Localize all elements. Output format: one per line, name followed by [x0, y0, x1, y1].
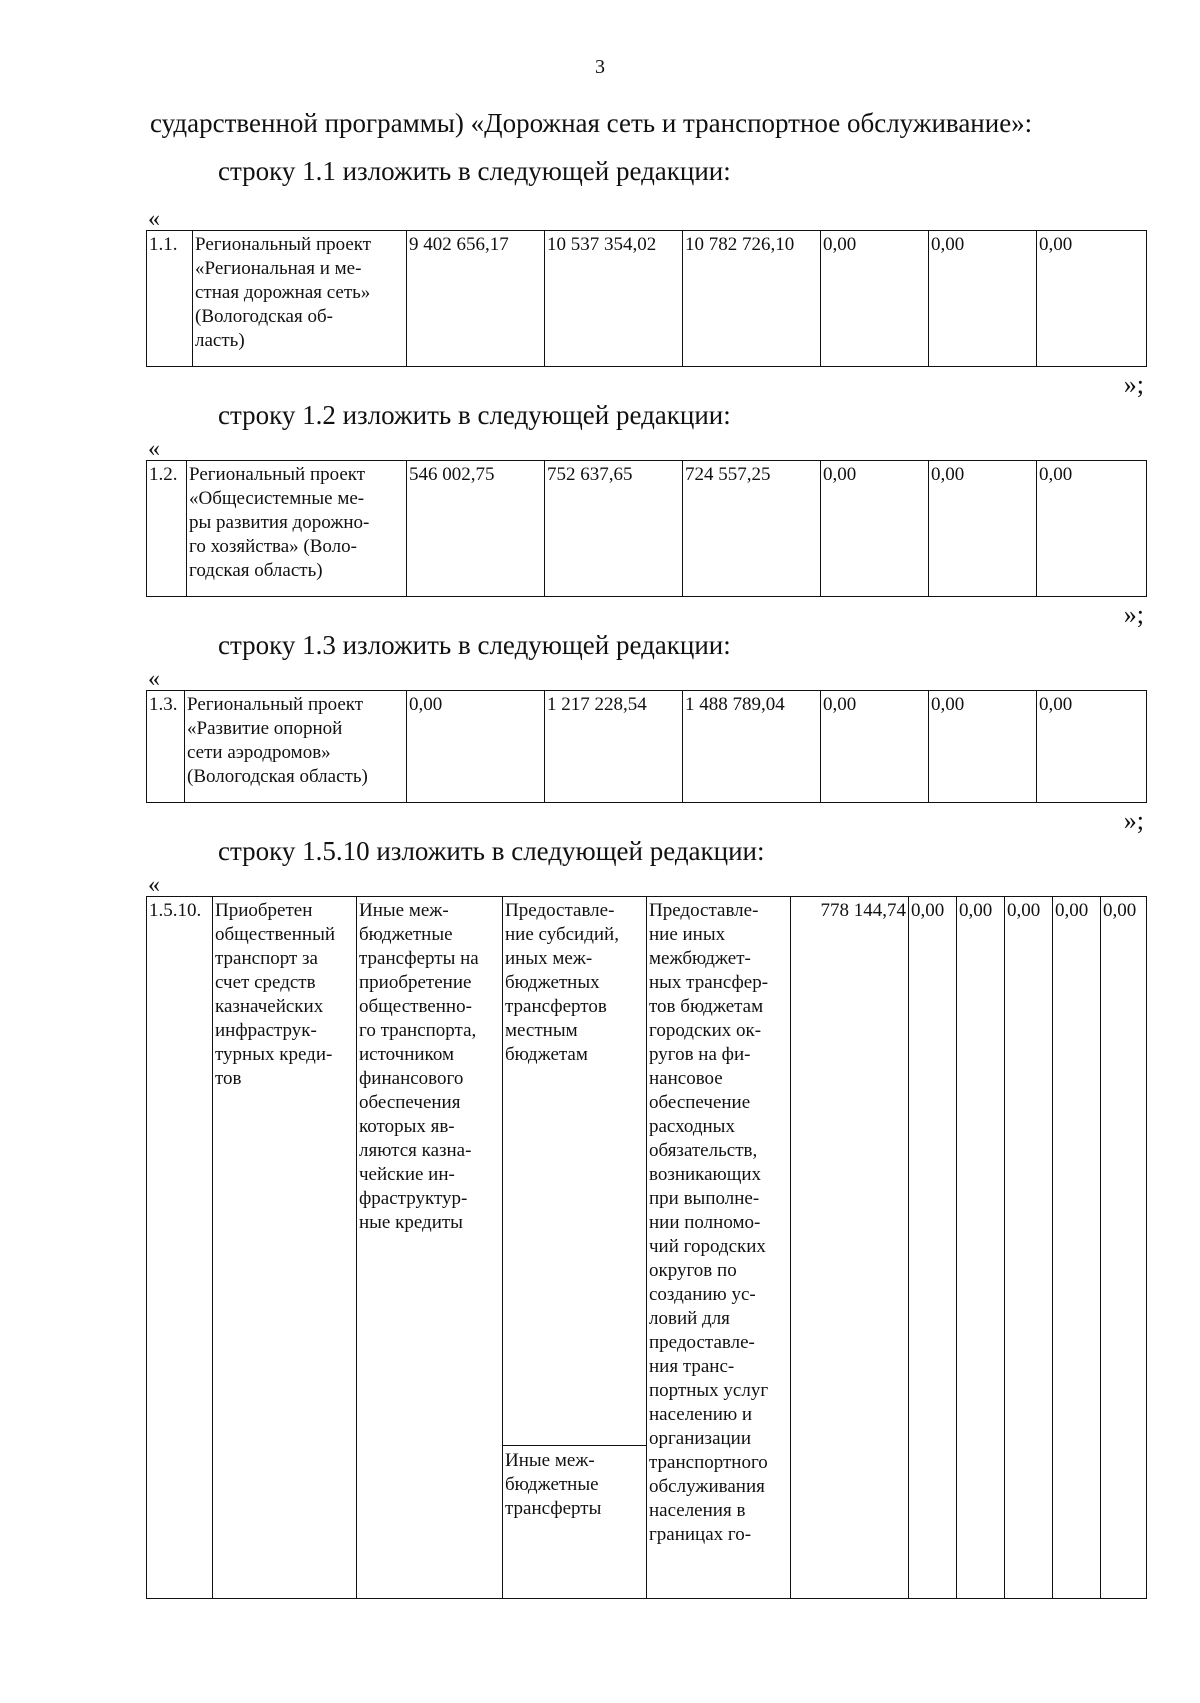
value-cell: 0,00 [1053, 897, 1101, 1599]
row-code: 1.2. [147, 461, 187, 597]
quote-open-1-5-10: « [148, 872, 160, 898]
instruction-1-2: строку 1.2 изложить в следующей редакции: [218, 400, 731, 430]
value-cell: 0,00 [929, 461, 1037, 597]
direction-top: Предоставле- ние субсидий, иных меж- бюджетных трансфертов местным бюджетам [505, 900, 619, 1065]
value-cell: 0,00 [1101, 897, 1147, 1599]
table-row-1-5-10 [146, 896, 1147, 1599]
value-cell: 546 002,75 [407, 461, 545, 597]
value-cell: 0,00 [821, 461, 929, 597]
measure-cell: Иные меж- бюджетные трансферты на приобретение общественно- го транспорта, источником финансового обеспечения которых яв- ляются казна- чейские ин- фраструктур- ные кредиты [357, 897, 503, 1599]
value-cell: 1 488 789,04 [683, 691, 821, 803]
table-row-1-1 [146, 230, 1147, 367]
cell-divider [503, 1445, 646, 1446]
table-row-1-3 [146, 690, 1147, 803]
value-cell: 778 144,74 [791, 897, 909, 1599]
quote-open-1-3: « [148, 666, 160, 692]
value-cell: 1 217 228,54 [545, 691, 683, 803]
value-cell: 0,00 [821, 231, 929, 367]
direction-cell [503, 897, 647, 1599]
row-name: Приобретен общественный транспорт за счет средств казначейских инфраструк- турных креди- тов [213, 897, 357, 1599]
quote-close-1-3: »; [1123, 806, 1144, 835]
value-cell: 0,00 [1037, 231, 1147, 367]
value-cell: 0,00 [929, 231, 1037, 367]
instruction-1-1: строку 1.1 изложить в следующей редакции: [218, 156, 731, 186]
table-row-1-2 [146, 460, 1147, 597]
value-cell: 0,00 [909, 897, 957, 1599]
row-name: Региональный проект «Развитие опорной сети аэродромов» (Вологодская область) [185, 691, 407, 803]
value-cell: 10 782 726,10 [683, 231, 821, 367]
instruction-1-5-10: строку 1.5.10 изложить в следующей редакции: [218, 836, 765, 866]
value-cell: 0,00 [1037, 461, 1147, 597]
quote-close-1-1: »; [1123, 370, 1144, 399]
quote-close-1-2: »; [1123, 600, 1144, 629]
purpose-cell: Предоставле- ние иных межбюджет- ных трансфер- тов бюджетам городских ок- ругов на фи- нансовое обеспечение расходных обязательств, возникающих при выполне- нии полномо- чий городских округов по созданию ус- ловий для предоставле- ния транс- портных услуг населению и организации транспортного обслуживания населения в границах го- [647, 897, 791, 1599]
page-number: 3 [595, 56, 605, 78]
instruction-1-3: строку 1.3 изложить в следующей редакции: [218, 630, 731, 660]
quote-open-1-2: « [148, 436, 160, 462]
row-code: 1.1. [147, 231, 193, 367]
value-cell: 0,00 [821, 691, 929, 803]
value-cell: 0,00 [1037, 691, 1147, 803]
value-cell: 724 557,25 [683, 461, 821, 597]
value-cell: 9 402 656,17 [407, 231, 545, 367]
row-code: 1.5.10. [147, 897, 213, 1599]
value-cell: 0,00 [407, 691, 545, 803]
row-code: 1.3. [147, 691, 185, 803]
row-name: Региональный проект «Общесистемные ме- ры развития дорожно- го хозяйства» (Воло- годская область) [187, 461, 407, 597]
lead-text: сударственной программы) «Дорожная сеть и транспортное обслуживание»: [150, 108, 1033, 138]
quote-open-1-1: « [148, 206, 160, 232]
value-cell: 0,00 [1005, 897, 1053, 1599]
value-cell: 10 537 354,02 [545, 231, 683, 367]
value-cell: 752 637,65 [545, 461, 683, 597]
value-cell: 0,00 [957, 897, 1005, 1599]
direction-bottom: Иные меж- бюджетные трансферты [505, 1450, 602, 1519]
value-cell: 0,00 [929, 691, 1037, 803]
row-name: Региональный проект «Региональная и ме- стная дорожная сеть» (Вологодская об- ласть) [193, 231, 407, 367]
